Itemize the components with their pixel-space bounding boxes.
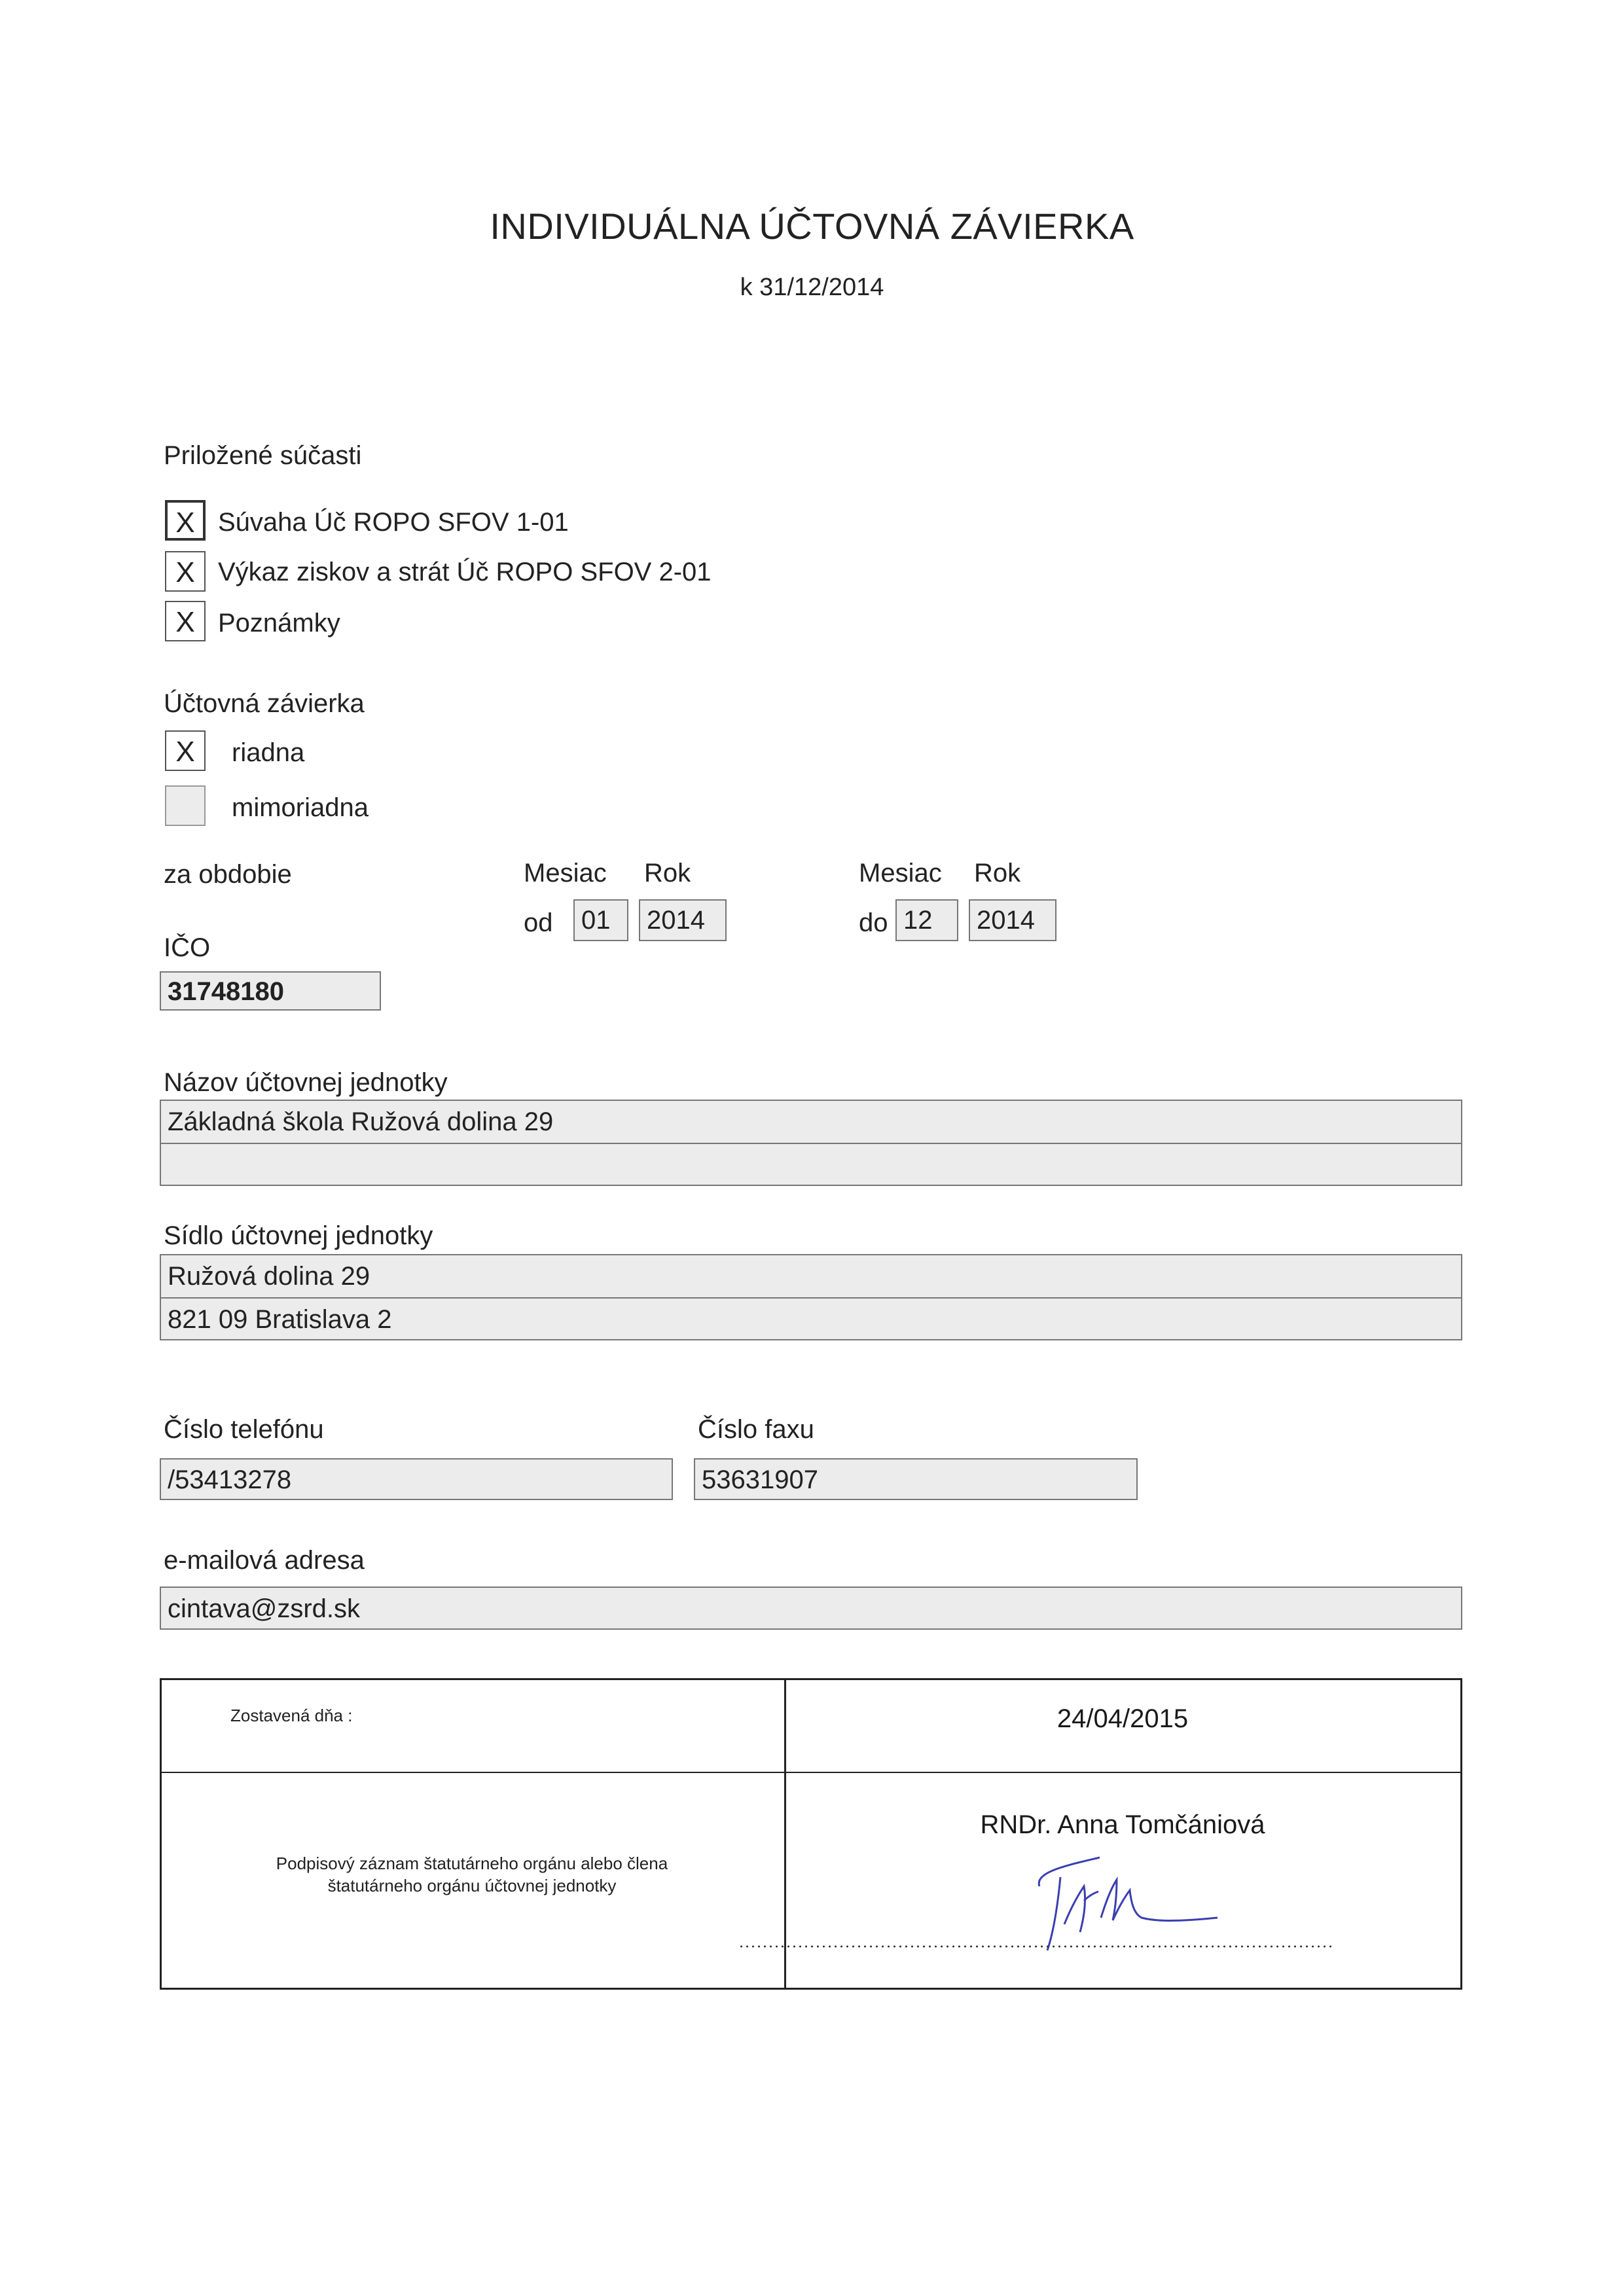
attachments-label: Priložené súčasti <box>164 441 362 470</box>
ico-label: IČO <box>164 933 211 962</box>
period-from-year-header: Rok <box>644 859 691 888</box>
period-to-year-field[interactable]: 2014 <box>969 899 1056 941</box>
attachment-label-notes: Poznámky <box>218 609 340 637</box>
period-to-month-header: Mesiac <box>859 859 942 888</box>
period-from-year-field[interactable]: 2014 <box>639 899 727 941</box>
period-to-year-header: Rok <box>974 859 1021 888</box>
entity-address-line2[interactable]: 821 09 Bratislava 2 <box>161 1297 1461 1339</box>
signature-line <box>738 1945 1334 1948</box>
fax-label: Číslo faxu <box>698 1415 814 1444</box>
entity-name-field[interactable] <box>160 1100 1462 1186</box>
compiled-date: 24/04/2015 <box>1056 1704 1189 1733</box>
email-label: e-mailová adresa <box>164 1546 365 1575</box>
period-from-month-field[interactable]: 01 <box>573 899 628 941</box>
signatory-name: RNDr. Anna Tomčániová <box>980 1810 1265 1839</box>
attachment-label-income-statement: Výkaz ziskov a strát Úč ROPO SFOV 2-01 <box>218 558 712 586</box>
phone-field[interactable]: /53413278 <box>160 1458 673 1500</box>
period-from-month-header: Mesiac <box>524 859 607 888</box>
entity-name-label: Názov účtovnej jednotky <box>164 1068 448 1097</box>
signature-label-line2: štatutárneho orgánu účtovnej jednotky <box>327 1876 617 1895</box>
compiled-label: Zostavená dňa : <box>230 1706 353 1725</box>
attachment-checkbox-income-statement[interactable]: X <box>165 551 206 592</box>
signature-table-row-divider <box>162 1772 1460 1773</box>
entity-address-label: Sídlo účtovnej jednotky <box>164 1221 433 1250</box>
statement-type-checkbox-extraordinary[interactable] <box>165 785 206 826</box>
entity-name-line2[interactable] <box>161 1143 1461 1185</box>
statement-type-label-extraordinary: mimoriadna <box>232 793 369 822</box>
attachment-checkbox-balance-sheet[interactable]: X <box>165 500 206 541</box>
attachment-checkbox-notes[interactable]: X <box>165 601 206 641</box>
handwritten-signature <box>1021 1846 1231 1957</box>
document-title: INDIVIDUÁLNA ÚČTOVNÁ ZÁVIERKA <box>490 206 1134 247</box>
entity-address-field[interactable] <box>160 1254 1462 1340</box>
ico-field[interactable]: 31748180 <box>160 971 381 1011</box>
email-field[interactable]: cintava@zsrd.sk <box>160 1587 1462 1630</box>
attachment-label-balance-sheet: Súvaha Úč ROPO SFOV 1-01 <box>218 508 569 537</box>
entity-address-line1[interactable]: Ružová dolina 29 <box>168 1262 370 1291</box>
period-to-month-field[interactable]: 12 <box>895 899 958 941</box>
signature-label-line1: Podpisový záznam štatutárneho orgánu alebo člena <box>276 1854 668 1873</box>
period-label: za obdobie <box>164 860 292 889</box>
fax-field[interactable]: 53631907 <box>694 1458 1138 1500</box>
statement-type-label: Účtovná závierka <box>164 689 365 718</box>
period-to-label: do <box>859 908 888 937</box>
statement-type-label-regular: riadna <box>232 738 305 767</box>
entity-name-line1[interactable]: Základná škola Ružová dolina 29 <box>168 1107 554 1136</box>
document-date: k 31/12/2014 <box>740 274 884 301</box>
phone-label: Číslo telefónu <box>164 1415 324 1444</box>
statement-type-checkbox-regular[interactable]: X <box>165 730 206 771</box>
period-from-label: od <box>524 908 553 937</box>
